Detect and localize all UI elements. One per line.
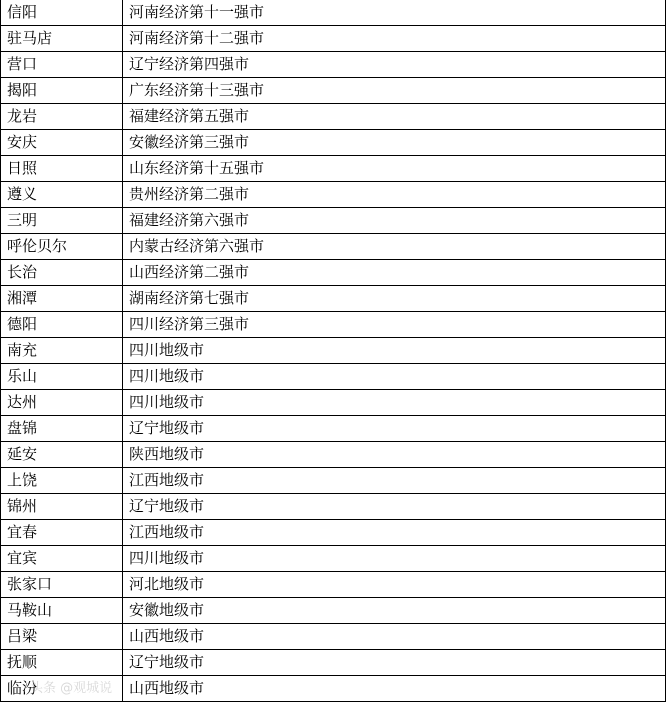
- city-description-cell: 四川地级市: [123, 338, 666, 364]
- table-row: [1, 390, 666, 416]
- city-description-cell: 山东经济第十五强市: [123, 156, 666, 182]
- city-description-cell: 辽宁地级市: [123, 494, 666, 520]
- city-description-cell: 福建经济第五强市: [123, 104, 666, 130]
- city-description-cell: 四川地级市: [123, 390, 666, 416]
- city-name-cell: 临汾: [1, 676, 123, 702]
- table-row: [1, 0, 666, 26]
- city-description-cell: 湖南经济第七强市: [123, 286, 666, 312]
- table-row: [1, 598, 666, 624]
- city-name-cell: 抚顺: [1, 650, 123, 676]
- city-name-cell: 湘潭: [1, 286, 123, 312]
- table-row: [1, 624, 666, 650]
- table-row: [1, 520, 666, 546]
- city-name-cell: 德阳: [1, 312, 123, 338]
- city-description-cell: 山西地级市: [123, 676, 666, 702]
- city-name-cell: 三明: [1, 208, 123, 234]
- city-name-cell: 信阳: [1, 0, 123, 26]
- city-description-cell: 内蒙古经济第六强市: [123, 234, 666, 260]
- city-description-cell: 四川地级市: [123, 546, 666, 572]
- city-description-cell: 山西地级市: [123, 624, 666, 650]
- city-name-cell: 乐山: [1, 364, 123, 390]
- city-description-cell: 福建经济第六强市: [123, 208, 666, 234]
- city-name-cell: 遵义: [1, 182, 123, 208]
- table-row: [1, 338, 666, 364]
- watermark: 头条 @观城说: [30, 681, 113, 696]
- table-row: [1, 676, 666, 702]
- city-description-cell: 陕西地级市: [123, 442, 666, 468]
- city-description-cell: 河南经济第十一强市: [123, 0, 666, 26]
- city-name-cell: 张家口: [1, 572, 123, 598]
- table-row: [1, 156, 666, 182]
- table-row: [1, 182, 666, 208]
- city-name-cell: 营口: [1, 52, 123, 78]
- table-row: [1, 312, 666, 338]
- table-row: [1, 442, 666, 468]
- city-description-cell: 江西地级市: [123, 520, 666, 546]
- table-row: [1, 260, 666, 286]
- city-description-cell: 辽宁地级市: [123, 416, 666, 442]
- city-description-cell: 四川地级市: [123, 364, 666, 390]
- city-description-cell: 河北地级市: [123, 572, 666, 598]
- table-row: [1, 104, 666, 130]
- city-name-cell: 吕梁: [1, 624, 123, 650]
- city-name-cell: 驻马店: [1, 26, 123, 52]
- city-description-cell: 广东经济第十三强市: [123, 78, 666, 104]
- table-row: [1, 468, 666, 494]
- city-name-cell: 延安: [1, 442, 123, 468]
- city-description-cell: 四川经济第三强市: [123, 312, 666, 338]
- table-row: [1, 546, 666, 572]
- city-description-cell: 山西经济第二强市: [123, 260, 666, 286]
- city-name-cell: 盘锦: [1, 416, 123, 442]
- city-name-cell: 马鞍山: [1, 598, 123, 624]
- city-description-cell: 安徽经济第三强市: [123, 130, 666, 156]
- table-row: [1, 208, 666, 234]
- city-description-cell: 辽宁经济第四强市: [123, 52, 666, 78]
- table-row: [1, 130, 666, 156]
- city-name-cell: 锦州: [1, 494, 123, 520]
- city-name-cell: 揭阳: [1, 78, 123, 104]
- city-name-cell: 长治: [1, 260, 123, 286]
- table-row: [1, 234, 666, 260]
- city-description-cell: 贵州经济第二强市: [123, 182, 666, 208]
- city-description-cell: 安徽地级市: [123, 598, 666, 624]
- city-description-cell: 江西地级市: [123, 468, 666, 494]
- city-name-cell: 宜春: [1, 520, 123, 546]
- table-row: [1, 364, 666, 390]
- table-row: [1, 572, 666, 598]
- city-table-body: [1, 0, 666, 702]
- city-description-cell: 河南经济第十二强市: [123, 26, 666, 52]
- table-row: [1, 286, 666, 312]
- city-name-cell: 达州: [1, 390, 123, 416]
- city-name-cell: 龙岩: [1, 104, 123, 130]
- table-row: [1, 52, 666, 78]
- city-name-cell: 安庆: [1, 130, 123, 156]
- city-description-cell: 辽宁地级市: [123, 650, 666, 676]
- city-name-cell: 宜宾: [1, 546, 123, 572]
- city-name-cell: 日照: [1, 156, 123, 182]
- table-row: [1, 78, 666, 104]
- table-row: [1, 26, 666, 52]
- table-row: [1, 416, 666, 442]
- city-name-cell: 呼伦贝尔: [1, 234, 123, 260]
- city-name-cell: 南充: [1, 338, 123, 364]
- table-row: [1, 650, 666, 676]
- city-name-cell: 上饶: [1, 468, 123, 494]
- table-row: [1, 494, 666, 520]
